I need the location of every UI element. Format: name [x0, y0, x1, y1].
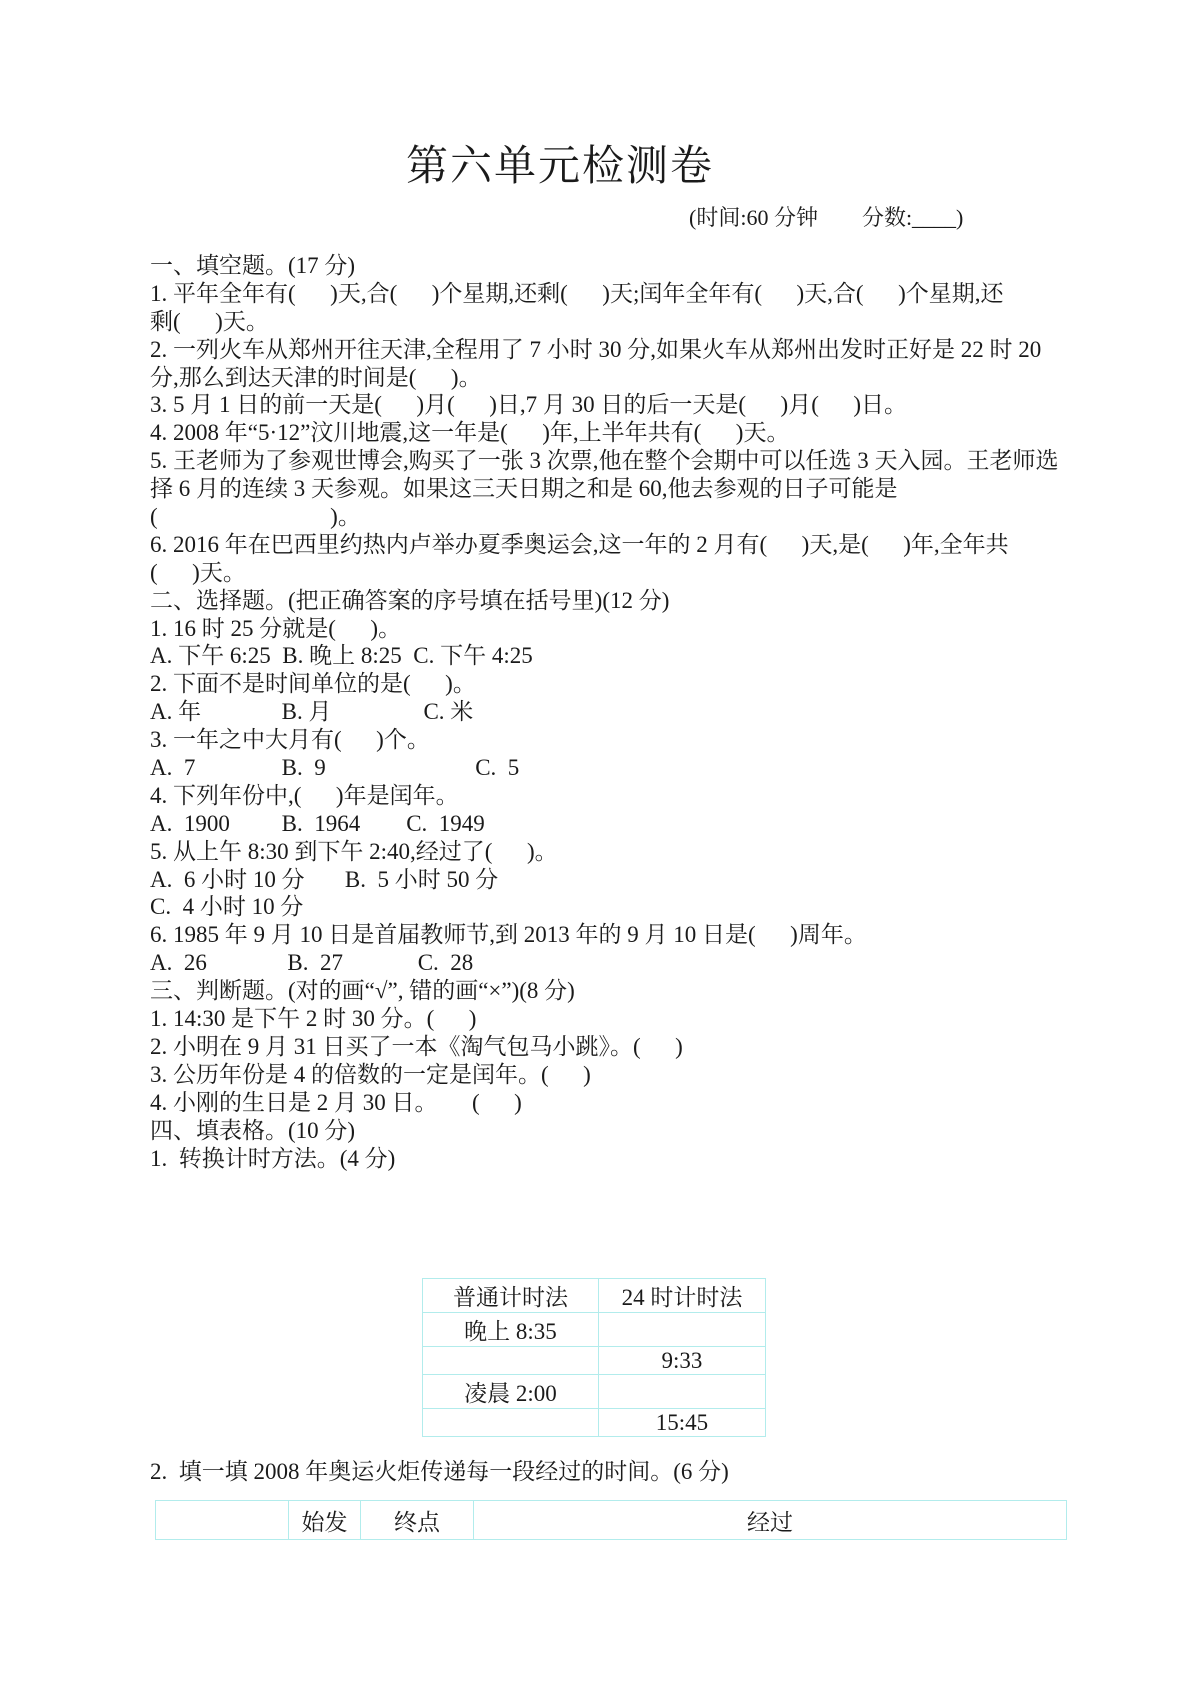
t2-header-elapsed: 经过	[474, 1501, 1067, 1540]
q3-4: 4. 小刚的生日是 2 月 30 日。 ( )	[150, 1089, 522, 1115]
t1-cell	[423, 1409, 599, 1437]
q1-6-line-1: 6. 2016 年在巴西里约热内卢举办夏季奥运会,这一年的 2 月有( )天,是( )年,全年共	[150, 531, 1009, 557]
q2-2: 2. 下面不是时间单位的是( )。	[150, 671, 476, 697]
t1-header-24h-time: 24 时计时法	[599, 1279, 766, 1313]
table-row	[423, 1375, 766, 1409]
q2-2-options: A. 年 B. 月 C. 米	[150, 699, 474, 725]
section-4-heading: 四、填表格。(10 分)	[150, 1117, 356, 1143]
q2-4-options: A. 1900 B. 1964 C. 1949	[150, 810, 485, 836]
torch-relay-table	[155, 1500, 1067, 1540]
t1-cell	[423, 1347, 599, 1375]
q4-1-caption: 1. 转换计时方法。(4 分)	[150, 1145, 396, 1171]
q2-1-options: A. 下午 6:25 B. 晚上 8:25 C. 下午 4:25	[150, 643, 533, 669]
q2-5: 5. 从上午 8:30 到下午 2:40,经过了( )。	[150, 838, 558, 864]
q1-5-answer-blank: ( )。	[150, 504, 361, 530]
exam-body	[150, 252, 1059, 1540]
section-2-heading: 二、选择题。(把正确答案的序号填在括号里)(12 分)	[150, 587, 670, 613]
t2-header-end: 终点	[361, 1501, 474, 1540]
q1-2-line-1: 2. 一列火车从郑州开往天津,全程用了 7 小时 30 分,如果火车从郑州出发时正好是 22 时 20	[150, 336, 1042, 362]
section-1-heading: 一、填空题。(17 分)	[150, 253, 356, 278]
q2-4: 4. 下列年份中,( )年是闰年。	[150, 782, 459, 808]
q3-3: 3. 公历年份是 4 的倍数的一定是闰年。( )	[150, 1061, 591, 1087]
q1-1-line-2: 剩( )天。	[150, 308, 269, 334]
q1-4: 4. 2008 年“5·12”汶川地震,这一年是( )年,上半年共有( )天。	[150, 420, 790, 446]
section-3-heading: 三、判断题。(对的画“√”, 错的画“×”)(8 分)	[150, 978, 575, 1004]
t1-cell	[599, 1375, 766, 1409]
q2-3: 3. 一年之中大月有( )个。	[150, 727, 430, 753]
table-row	[423, 1347, 766, 1375]
q2-6: 6. 1985 年 9 月 10 日是首届教师节,到 2013 年的 9 月 10 日是( )周年。	[150, 922, 867, 948]
t1-cell: 15:45	[599, 1409, 766, 1437]
t2-header-start: 始发	[289, 1501, 361, 1540]
time-conversion-table	[422, 1278, 766, 1437]
q2-1: 1. 16 时 25 分就是( )。	[150, 615, 402, 641]
table-row	[423, 1313, 766, 1347]
exam-time-score: (时间:60 分钟 分数:____)	[689, 205, 964, 230]
table-row	[423, 1409, 766, 1437]
t1-header-common-time: 普通计时法	[423, 1279, 599, 1313]
q3-1: 1. 14:30 是下午 2 时 30 分。( )	[150, 1006, 477, 1032]
table-header-row	[423, 1279, 766, 1313]
q2-5-options-ab: A. 6 小时 10 分 B. 5 小时 50 分	[150, 866, 499, 892]
q2-6-options: A. 26 B. 27 C. 28	[150, 950, 474, 976]
t1-cell: 凌晨 2:00	[423, 1375, 599, 1409]
q1-5-line-2: 择 6 月的连续 3 天参观。如果这三天日期之和是 60,他去参观的日子可能是	[150, 476, 898, 502]
t2-header-blank	[156, 1501, 289, 1540]
table-header-row	[156, 1501, 1067, 1540]
q2-3-options: A. 7 B. 9 C. 5	[150, 755, 520, 781]
q1-1-line-1: 1. 平年全年有( )天,合( )个星期,还剩( )天;闰年全年有( )天,合( )个星期,还	[150, 280, 1004, 306]
q1-3: 3. 5 月 1 日的前一天是( )月( )日,7 月 30 日的后一天是( )月( )日。	[150, 392, 908, 418]
q2-5-option-c: C. 4 小时 10 分	[150, 894, 304, 920]
t1-cell: 晚上 8:35	[423, 1313, 599, 1347]
q1-6-line-2: ( )天。	[150, 559, 246, 585]
t1-cell	[599, 1313, 766, 1347]
q3-2: 2. 小明在 9 月 31 日买了一本《淘气包马小跳》。( )	[150, 1033, 683, 1059]
q1-2-line-2: 分,那么到达天津的时间是( )。	[150, 364, 482, 390]
exam-title: 第六单元检测卷	[405, 144, 714, 190]
q1-5-line-1: 5. 王老师为了参观世博会,购买了一张 3 次票,他在整个会期中可以任选 3 天入园。王老师选	[150, 448, 1059, 474]
q4-2-caption: 2. 填一填 2008 年奥运火炬传递每一段经过的时间。(6 分)	[150, 1459, 729, 1485]
t1-cell: 9:33	[599, 1347, 766, 1375]
